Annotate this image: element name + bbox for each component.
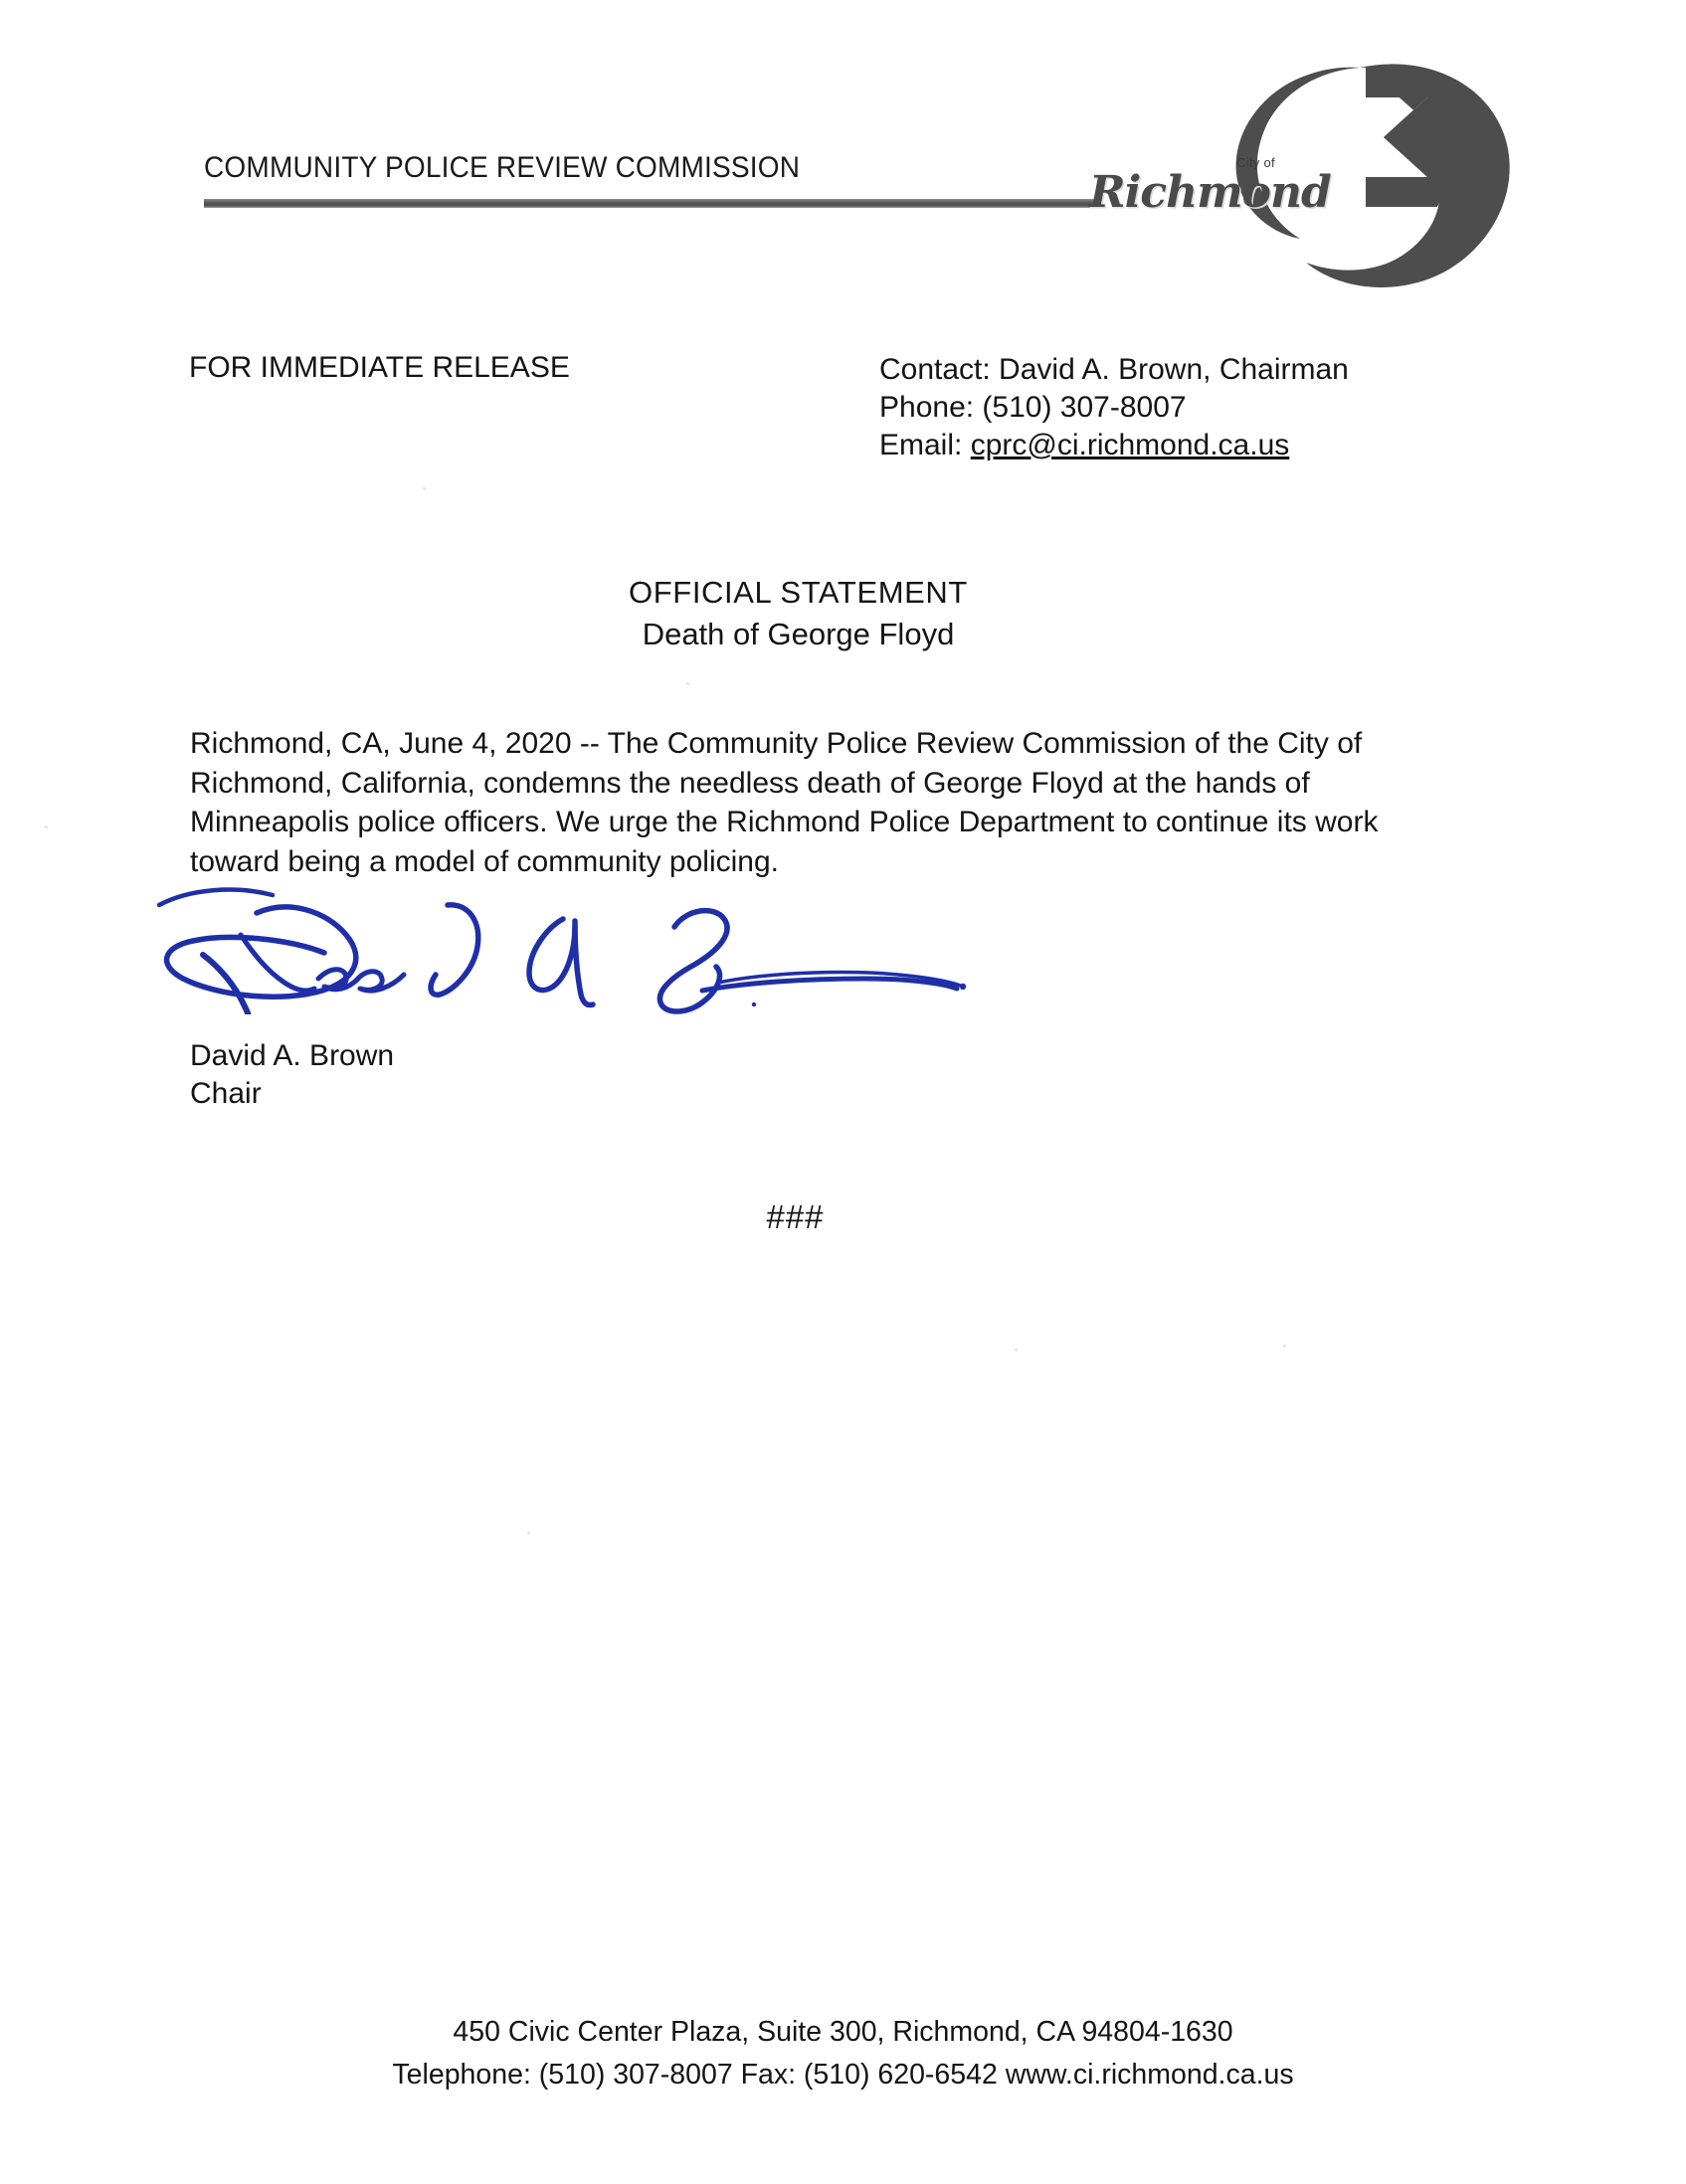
footer-contact-line: Telephone: (510) 307-8007 Fax: (510) 620-6542 www.ci.richmond.ca.us <box>392 2059 1294 2091</box>
statement-heading: OFFICIAL STATEMENT <box>629 575 968 610</box>
organization-name: COMMUNITY POLICE REVIEW COMMISSION <box>204 151 801 184</box>
contact-phone-line: Phone: (510) 307-8007 <box>879 391 1187 424</box>
page-footer <box>0 2011 1686 2096</box>
for-immediate-release-notice: FOR IMMEDIATE RELEASE <box>189 351 570 384</box>
logo-richmond-wordmark: Richmond <box>1089 167 1331 218</box>
signer-block <box>190 1037 394 1113</box>
end-of-release-mark: ### <box>766 1198 825 1235</box>
statement-title-block <box>0 575 1686 652</box>
contact-name-line: Contact: David A. Brown, Chairman <box>879 353 1349 386</box>
logo-city-of-label: City of <box>1236 155 1275 170</box>
footer-address-line: 450 Civic Center Plaza, Suite 300, Richmond, CA 94804-1630 <box>453 2016 1233 2048</box>
scan-speck <box>423 487 426 490</box>
scan-speck <box>45 825 48 828</box>
signature-image <box>149 875 985 1014</box>
city-of-richmond-logo <box>1089 60 1517 288</box>
signer-name: David A. Brown <box>190 1039 395 1072</box>
header-divider-rule <box>204 199 1094 208</box>
contact-email-label: Email: <box>879 429 963 461</box>
contact-email-line <box>879 427 1349 464</box>
contact-block <box>879 351 1349 464</box>
handwritten-signature-icon <box>149 875 985 1014</box>
statement-body-paragraph: Richmond, CA, June 4, 2020 -- The Community Police Review Commission of the City of Richmond, California, condemns the needless death of George Floyd at the hands of Minneapolis police officers. We urge the Richmond Police Department to continue its work toward being a model of community policing. <box>190 727 1379 878</box>
scan-speck <box>686 682 689 685</box>
contact-email-link[interactable]: cprc@ci.richmond.ca.us <box>970 429 1290 461</box>
statement-subheading: Death of George Floyd <box>642 617 955 651</box>
scan-speck <box>1015 1349 1018 1352</box>
signer-title: Chair <box>190 1077 262 1110</box>
scan-speck <box>1283 1345 1286 1348</box>
scan-speck <box>527 1532 530 1535</box>
letterhead <box>0 0 1686 318</box>
